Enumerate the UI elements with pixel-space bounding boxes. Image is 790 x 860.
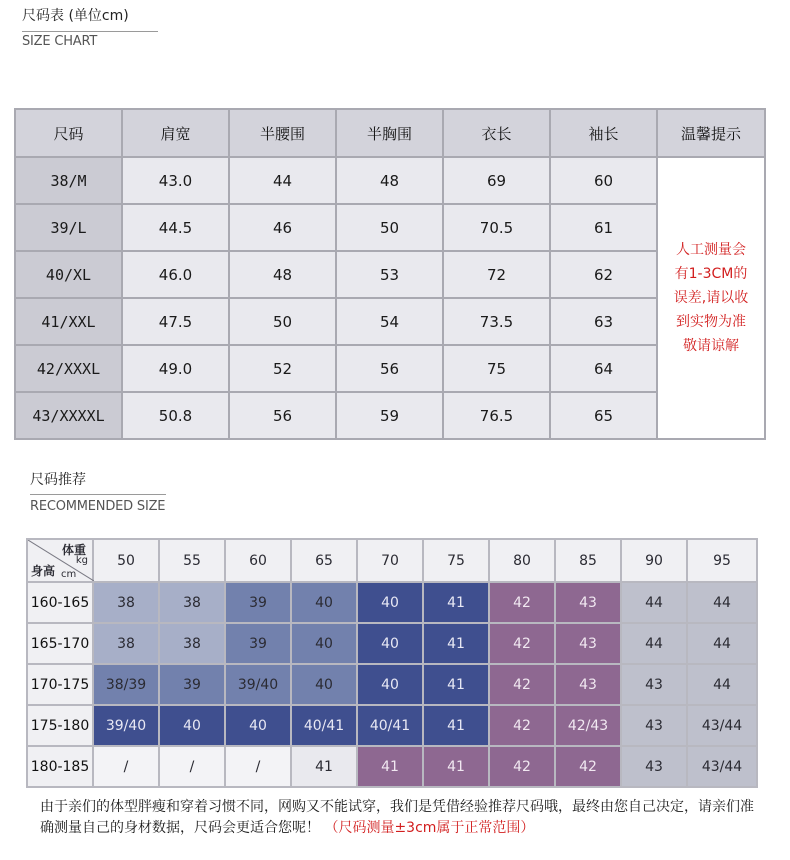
size-cell: 41/XXL	[15, 298, 122, 345]
table-row	[27, 746, 757, 787]
table-cell: 61	[550, 204, 657, 251]
height-unit: cm	[61, 569, 77, 580]
table-cell: 70.5	[443, 204, 550, 251]
size-recommendation: 38/39	[93, 664, 159, 705]
table-cell: 63	[550, 298, 657, 345]
size-recommendation: 42/43	[555, 705, 621, 746]
table-row	[15, 157, 765, 204]
size-recommendation: 43	[555, 664, 621, 705]
size-recommendation: 41	[357, 746, 423, 787]
header-half-waist: 半腰围	[229, 109, 336, 157]
size-recommendation: 41	[423, 623, 489, 664]
size-recommendation: 42	[489, 623, 555, 664]
size-recommendation: 42	[489, 582, 555, 623]
recommended-size-heading	[30, 470, 166, 514]
weight-header: 55	[159, 539, 225, 582]
height-label: 身高	[31, 564, 56, 578]
table-row	[15, 392, 765, 439]
size-recommendation: 42	[489, 746, 555, 787]
height-range: 175-180	[27, 705, 93, 746]
header-size: 尺码	[15, 109, 122, 157]
table-cell: 56	[336, 345, 443, 392]
size-recommendation: 38	[159, 623, 225, 664]
size-recommendation: 40	[357, 623, 423, 664]
table-cell: 49.0	[122, 345, 229, 392]
size-recommendation: 40	[159, 705, 225, 746]
size-recommendation: 41	[423, 664, 489, 705]
table-cell: 53	[336, 251, 443, 298]
tip-line: 有1-3CM的	[674, 266, 748, 282]
recommended-size-subtitle: RECOMMENDED SIZE	[30, 499, 166, 514]
size-recommendation: 41	[291, 746, 357, 787]
table-row	[15, 298, 765, 345]
size-recommendation: /	[225, 746, 291, 787]
table-cell: 64	[550, 345, 657, 392]
size-recommendation: 44	[621, 623, 687, 664]
weight-header: 75	[423, 539, 489, 582]
table-cell: 69	[443, 157, 550, 204]
note-tolerance: （尺码测量±3cm属于正常范围）	[324, 820, 535, 836]
weight-header: 65	[291, 539, 357, 582]
weight-header: 95	[687, 539, 757, 582]
table-cell: 50.8	[122, 392, 229, 439]
size-recommendation: 39	[225, 582, 291, 623]
table-cell: 75	[443, 345, 550, 392]
height-range: 180-185	[27, 746, 93, 787]
table-cell: 43.0	[122, 157, 229, 204]
weight-label: 体重	[61, 543, 86, 557]
size-recommendation: 41	[423, 705, 489, 746]
size-recommendation: 43/44	[687, 746, 757, 787]
table-cell: 44.5	[122, 204, 229, 251]
size-recommendation: 43	[621, 746, 687, 787]
weight-header: 85	[555, 539, 621, 582]
table-cell: 56	[229, 392, 336, 439]
size-recommendation: 39	[225, 623, 291, 664]
size-recommendation: 44	[621, 582, 687, 623]
table-row	[27, 705, 757, 746]
weight-header: 50	[93, 539, 159, 582]
size-recommendation: 40	[291, 623, 357, 664]
table-cell: 48	[229, 251, 336, 298]
size-recommendation: 39/40	[93, 705, 159, 746]
size-recommendation: 43/44	[687, 705, 757, 746]
size-recommendation: 40	[291, 582, 357, 623]
size-recommendation: 38	[159, 582, 225, 623]
size-recommendation: 42	[555, 746, 621, 787]
size-recommendation: 43	[555, 623, 621, 664]
size-cell: 42/XXXL	[15, 345, 122, 392]
weight-header: 90	[621, 539, 687, 582]
table-row	[27, 664, 757, 705]
heading-divider	[30, 494, 166, 495]
tip-line: 人工测量会	[676, 242, 746, 258]
size-recommendation: 40/41	[357, 705, 423, 746]
measurement-tip	[657, 157, 765, 439]
size-recommendation: 44	[687, 623, 757, 664]
size-recommendation: 40/41	[291, 705, 357, 746]
table-cell: 54	[336, 298, 443, 345]
size-recommendation: 40	[225, 705, 291, 746]
weight-header: 60	[225, 539, 291, 582]
size-chart-table	[14, 108, 766, 440]
height-range: 170-175	[27, 664, 93, 705]
header-half-chest: 半胸围	[336, 109, 443, 157]
tip-line: 误差,请以收	[673, 290, 749, 306]
table-cell: 72	[443, 251, 550, 298]
size-recommendation: /	[159, 746, 225, 787]
weight-header-row	[27, 539, 757, 582]
measurement-note	[40, 797, 760, 839]
table-cell: 44	[229, 157, 336, 204]
tip-line: 到实物为准	[676, 314, 746, 330]
size-chart-header-row	[15, 109, 765, 157]
table-cell: 76.5	[443, 392, 550, 439]
size-recommendation: 38	[93, 582, 159, 623]
heading-divider	[22, 31, 158, 32]
header-sleeve: 袖长	[550, 109, 657, 157]
header-tip: 温馨提示	[657, 109, 765, 157]
header-shoulder: 肩宽	[122, 109, 229, 157]
table-row	[15, 204, 765, 251]
recommended-size-table	[26, 538, 758, 788]
table-cell: 65	[550, 392, 657, 439]
table-cell: 50	[336, 204, 443, 251]
size-recommendation: 44	[687, 664, 757, 705]
size-chart-heading	[22, 6, 158, 49]
size-recommendation: /	[93, 746, 159, 787]
table-cell: 50	[229, 298, 336, 345]
table-row	[27, 623, 757, 664]
table-cell: 47.5	[122, 298, 229, 345]
size-recommendation: 43	[555, 582, 621, 623]
header-length: 衣长	[443, 109, 550, 157]
size-recommendation: 41	[423, 746, 489, 787]
size-chart-title: 尺码表 (单位cm)	[22, 8, 129, 24]
size-recommendation: 40	[357, 582, 423, 623]
size-recommendation: 43	[621, 664, 687, 705]
size-cell: 40/XL	[15, 251, 122, 298]
weight-unit: kg	[75, 555, 88, 566]
height-range: 160-165	[27, 582, 93, 623]
table-row	[15, 345, 765, 392]
table-cell: 62	[550, 251, 657, 298]
table-row	[27, 582, 757, 623]
table-cell: 73.5	[443, 298, 550, 345]
table-cell: 52	[229, 345, 336, 392]
table-cell: 46	[229, 204, 336, 251]
size-recommendation: 43	[621, 705, 687, 746]
table-row	[15, 251, 765, 298]
recommended-size-title: 尺码推荐	[30, 472, 86, 488]
note-text: 由于亲们的体型胖瘦和穿着习惯不同，网购又不能试穿，我们是凭借经验推荐尺码哦，最终由您自己决定，请亲们准确测量自己的身材数据，尺码会更适合您呢！	[40, 799, 754, 836]
size-recommendation: 39	[159, 664, 225, 705]
height-range: 165-170	[27, 623, 93, 664]
size-recommendation: 41	[423, 582, 489, 623]
tip-line: 敬请谅解	[683, 338, 739, 354]
size-recommendation: 38	[93, 623, 159, 664]
size-cell: 38/M	[15, 157, 122, 204]
table-cell: 46.0	[122, 251, 229, 298]
size-recommendation: 42	[489, 705, 555, 746]
table-cell: 60	[550, 157, 657, 204]
table-cell: 48	[336, 157, 443, 204]
size-cell: 43/XXXXL	[15, 392, 122, 439]
size-recommendation: 42	[489, 664, 555, 705]
size-recommendation: 40	[357, 664, 423, 705]
size-recommendation: 40	[291, 664, 357, 705]
size-chart-subtitle: SIZE CHART	[22, 34, 98, 49]
weight-header: 70	[357, 539, 423, 582]
corner-cell	[27, 539, 93, 582]
table-cell: 59	[336, 392, 443, 439]
weight-header: 80	[489, 539, 555, 582]
size-recommendation: 44	[687, 582, 757, 623]
size-cell: 39/L	[15, 204, 122, 251]
size-recommendation: 39/40	[225, 664, 291, 705]
